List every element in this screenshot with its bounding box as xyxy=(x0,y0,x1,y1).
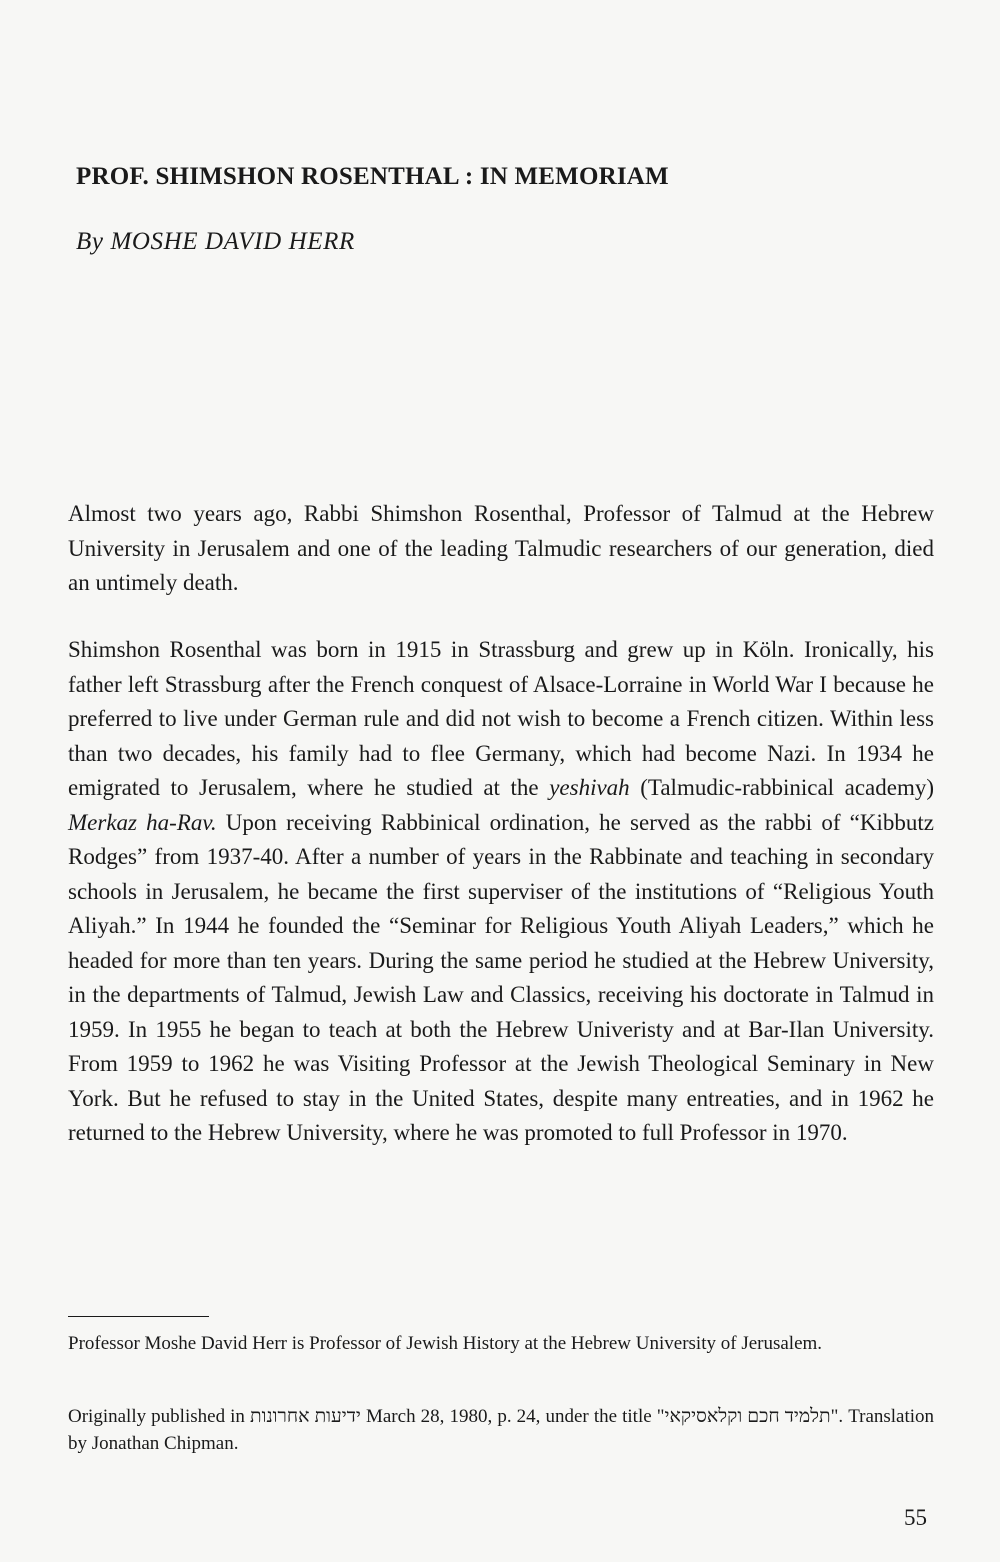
page-number: 55 xyxy=(904,1505,927,1530)
bio-text-part1: Shimshon Rosenthal was born in 1915 in Strassburg and grew up in Köln. Ironically, his father left Strassburg after the French conquest of Alsace-Lorraine in World War I because he preferred to live under German rule and did not wish to become a French citizen. Within less than two decades, his family had to flee Germany, which had become Nazi. In 1934 he emigrated to Jerusalem, where he studied at the xyxy=(68,637,934,800)
publication-suffix: . Translation by Jonathan Chipman. xyxy=(68,1406,935,1454)
publication-title: "תלמיד חכם וקלאסיקאי" xyxy=(656,1406,839,1427)
biography-paragraph xyxy=(68,633,934,1151)
bio-text-part2: (Talmudic-rabbinical academy) xyxy=(629,775,935,800)
publication-prefix: Originally published in xyxy=(68,1406,245,1427)
bio-term-merkaz-ha-rav: Merkaz ha-Rav. xyxy=(68,809,217,835)
byline-author: MOSHE DAVID HERR xyxy=(110,228,355,255)
byline-prefix: By xyxy=(76,228,104,255)
footnote-divider xyxy=(68,1316,209,1317)
bio-text-part3: Upon receiving Rabbinical ordination, he served as the rabbi of “Kibbutz Rodges” from 1937-40. After a number of years in the Rabbinate and teaching in secondary schools in Jerusalem, he became the first superviser of the institutions of “Religious Youth Aliyah.” In 1944 he founded the “Seminar for Religious Youth Aliyah Leaders,” which he headed for more than ten years. During the same period he studied at the Hebrew University, in the departments of Talmud, Jewish Law and Classics, receiving his doctorate in Talmud in 1959. In 1955 he began to teach at both the Hebrew Univeristy and at Bar-Ilan University. From 1959 to 1962 he was Visiting Professor at the Jewish Theological Seminary in New York. But he refused to stay in the United States, despite many entreaties, and in 1962 he returned to the Hebrew University, where he was promoted to full Professor in 1970. xyxy=(68,809,934,1145)
bio-term-yeshivah: yeshivah xyxy=(549,775,630,800)
publication-middle: March 28, 1980, p. 24, under the title xyxy=(365,1406,652,1427)
publication-source: ידיעות אחרונות xyxy=(250,1406,361,1427)
publication-footnote xyxy=(68,1403,934,1457)
intro-paragraph: Almost two years ago, Rabbi Shimshon Rosenthal, Professor of Talmud at the Hebrew University in Jerusalem and one of the leading Talmudic researchers of our generation, died an untimely death. xyxy=(68,501,934,595)
author-footnote: Professor Moshe David Herr is Professor of Jewish History at the Hebrew University of Jerusalem. xyxy=(68,1333,823,1354)
article-title: PROF. SHIMSHON ROSENTHAL : IN MEMORIAM xyxy=(76,163,669,190)
byline xyxy=(76,228,355,256)
